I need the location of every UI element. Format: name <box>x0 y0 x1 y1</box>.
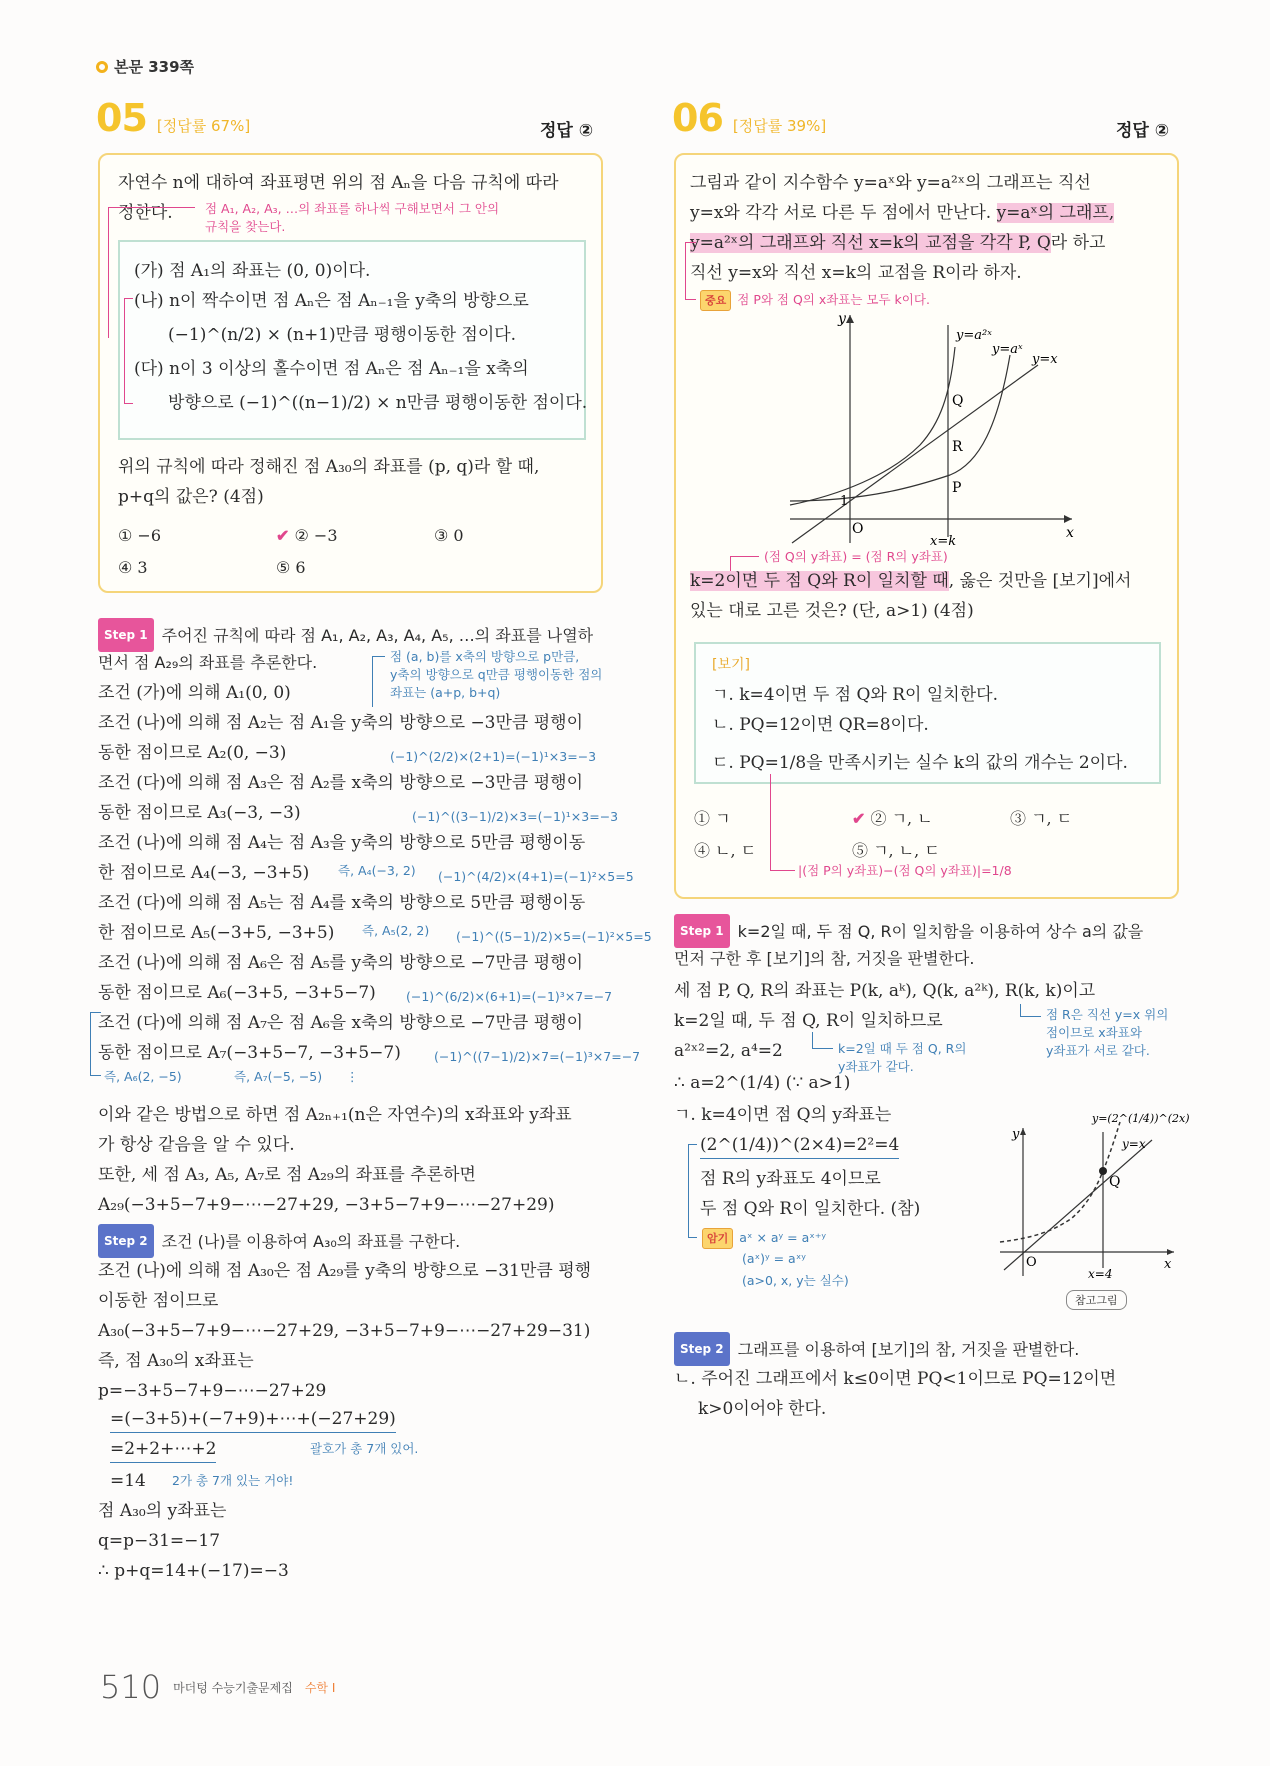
label-R: R <box>952 439 963 455</box>
label-x-axis: x <box>1164 1257 1172 1272</box>
solution-line: 이동한 점이므로 <box>98 1291 219 1311</box>
line-y-eq-x <box>792 365 1038 543</box>
annotation-connector <box>812 1032 833 1049</box>
solution-line: 한 점이므로 A₅(−3+5, −3+5) <box>98 923 335 943</box>
step-title: 그래프를 이용하여 [보기]의 참, 거짓을 판별한다. <box>737 1340 1080 1359</box>
condition-text: 있는 대로 고른 것은? (단, a>1) (4점) <box>690 601 974 621</box>
annotation-note: 2가 총 7개 있는 거야! <box>172 1473 294 1488</box>
annotation-connector <box>1020 1004 1041 1017</box>
calc-note: (−1)^((7−1)/2)×7=(−1)³×7=−7 <box>434 1049 641 1064</box>
solution-line: 동한 점이므로 A₃(−3, −3) <box>98 803 301 823</box>
step-title-cont: 먼저 구한 후 [보기]의 참, 거짓을 판별한다. <box>674 949 975 968</box>
choice-2-label: ② −3 <box>294 526 338 545</box>
q06-header <box>672 96 826 140</box>
correct-rate: [정답률 67%] <box>156 117 251 135</box>
annotation-note: k=2일 때 두 점 Q, R의 <box>838 1041 967 1056</box>
y-axis-arrow-icon <box>1020 1128 1026 1135</box>
q06-step1-title <box>674 914 1143 948</box>
choice-3[interactable]: ③ ㄱ, ㄷ <box>1010 809 1073 828</box>
calc-note: (−1)^((5−1)/2)×5=(−1)²×5=5 <box>456 929 652 944</box>
translation-note: y축의 방향으로 q만큼 평행이동한 점의 <box>390 667 603 682</box>
label-x-axis: x <box>1066 525 1074 541</box>
highlighted-text: y=a²ˣ의 그래프와 직선 x=k의 교점을 각각 P, Q <box>690 233 1051 253</box>
solution-line: k=2일 때, 두 점 Q, R이 일치하므로 <box>674 1011 943 1031</box>
rule-da: (다) n이 3 이상의 홀수이면 점 Aₙ은 점 Aₙ₋₁을 x축의 <box>134 359 529 379</box>
page-reference-text: 본문 339쪽 <box>114 58 195 76</box>
problem-text: 그림과 같이 지수함수 y=aˣ와 y=a²ˣ의 그래프는 직선 <box>690 173 1091 193</box>
bogi-item-na: ㄴ. PQ=12이면 QR=8이다. <box>712 715 929 735</box>
step-badge: Step 2 <box>98 1224 154 1258</box>
curve-a-x <box>790 355 1010 501</box>
choice-4[interactable]: ④ 3 <box>118 558 148 577</box>
annotation-note: 점 R은 직선 y=x 위의 <box>1046 1007 1169 1022</box>
x-axis-arrow-icon <box>1064 515 1072 523</box>
choice-2[interactable] <box>852 806 933 829</box>
solution-line: 한 점이므로 A₄(−3, −3+5) <box>98 863 310 883</box>
book-title: 마더텅 수능기출문제집 <box>173 1680 293 1695</box>
label-y-axis: y <box>838 311 846 327</box>
problem-text <box>690 228 1105 258</box>
checkmark-icon: ✔ <box>276 526 290 545</box>
final-answer-line: ∴ p+q=14+(−17)=−3 <box>98 1561 289 1581</box>
choice-1[interactable]: ① ㄱ <box>694 809 731 828</box>
label-line: y=x <box>1122 1137 1146 1151</box>
question-text: 위의 규칙에 따라 정해진 점 A₃₀의 좌표를 (p, q)라 할 때, <box>118 457 540 477</box>
x-axis-arrow-icon <box>1167 1249 1174 1255</box>
memo-formula: aˣ × aʸ = aˣ⁺ʸ <box>739 1230 827 1245</box>
result-note: 즉, A₅(2, 2) <box>362 923 430 938</box>
solution-line: A₃₀(−3+5−7+9−⋯−27+29, −3+5−7+9−⋯−27+29−31) <box>98 1321 591 1341</box>
reference-caption: 참고그림 <box>1066 1290 1127 1310</box>
annotation-connector <box>688 1144 697 1238</box>
calc-note: (−1)^(4/2)×(4+1)=(−1)²×5=5 <box>438 869 634 884</box>
translation-note: 점 (a, b)를 x축의 방향으로 p만큼, <box>390 649 580 664</box>
question-text: p+q의 값은? (4점) <box>118 487 264 507</box>
rule-na-cont: (−1)^(n/2) × (n+1)만큼 평행이동한 점이다. <box>168 325 517 345</box>
annotation-connector <box>685 242 696 300</box>
choice-1[interactable]: ① −6 <box>118 526 162 545</box>
solution-line: 조건 (다)에 의해 점 A₃은 점 A₂를 x축의 방향으로 −3만큼 평행이 <box>98 773 583 793</box>
solution-line: ㄴ. 주어진 그래프에서 k≤0이면 PQ<1이므로 PQ=12이면 <box>674 1369 1117 1389</box>
step-badge: Step 1 <box>98 618 154 652</box>
solution-line: 조건 (다)에 의해 점 A₅는 점 A₄를 x축의 방향으로 5만큼 평행이동 <box>98 893 586 913</box>
label-curve-ax: y=aˣ <box>992 342 1023 357</box>
important-tag: 중요 <box>700 290 731 311</box>
question-number: 05 <box>96 96 147 140</box>
result-note: 즉, A₆(2, −5) <box>104 1069 182 1084</box>
result-note: 즉, A₇(−5, −5) <box>234 1069 323 1084</box>
solution-line: q=p−31=−17 <box>98 1531 221 1551</box>
calc-note: (−1)^(6/2)×(6+1)=(−1)³×7=−7 <box>406 989 613 1004</box>
point-Q <box>1099 1167 1107 1175</box>
solution-line: 세 점 P, Q, R의 좌표는 P(k, aᵏ), Q(k, a²ᵏ), R(k, k)이고 <box>674 981 1096 1001</box>
choice-5[interactable]: ⑤ ㄱ, ㄴ, ㄷ <box>852 841 940 860</box>
correct-rate: [정답률 39%] <box>732 117 827 135</box>
choice-4[interactable]: ④ ㄴ, ㄷ <box>694 841 757 860</box>
annotation-note: y좌표가 같다. <box>838 1059 914 1074</box>
solution-line: ㄱ. k=4이면 점 Q의 y좌표는 <box>674 1105 892 1125</box>
choice-2[interactable] <box>276 526 338 545</box>
step-title: 조건 (나)를 이용하여 A₃₀의 좌표를 구한다. <box>161 1232 461 1251</box>
problem-text: 직선 y=x와 직선 x=k의 교점을 R이라 하자. <box>690 263 1022 283</box>
condition-text <box>690 566 1131 596</box>
solution-line: A₂₉(−3+5−7+9−⋯−27+29, −3+5−7+9−⋯−27+29) <box>98 1195 555 1215</box>
label-x-eq-4: x=4 <box>1088 1267 1113 1281</box>
bogi-item-ga: ㄱ. k=4이면 두 점 Q와 R이 일치한다. <box>712 685 998 705</box>
bogi-item-da: ㄷ. PQ=1/8을 만족시키는 실수 k의 값의 개수는 2이다. <box>712 753 1128 773</box>
annotation-note: 점 A₁, A₂, A₃, …의 좌표를 하나씩 구해보면서 그 안의 <box>205 201 500 216</box>
solution-line: 동한 점이므로 A₇(−3+5−7, −3+5−7) <box>98 1043 401 1063</box>
solution-line: 점 R의 y좌표도 4이므로 <box>700 1169 881 1189</box>
solution-line: 조건 (가)에 의해 A₁(0, 0) <box>98 683 291 703</box>
rule-da-cont: 방향으로 (−1)^((n−1)/2) × n만큼 평행이동한 점이다. <box>168 393 588 413</box>
solution-line: (2^(1/4))^(2×4)=2²=4 <box>700 1132 899 1159</box>
label-Q: Q <box>952 393 964 409</box>
step-badge: Step 1 <box>674 914 730 948</box>
page-number: 510 <box>100 1668 162 1706</box>
exponential-graph <box>780 305 1080 550</box>
label-P: P <box>952 480 962 496</box>
question-number: 06 <box>672 96 723 140</box>
annotation-note: 점이므로 x좌표와 <box>1046 1025 1142 1040</box>
memo-formula: (a>0, x, y는 실수) <box>742 1273 849 1288</box>
rule-bracket <box>124 298 133 404</box>
solution-line: 또한, 세 점 A₃, A₅, A₇로 점 A₂₉의 좌표를 추론하면 <box>98 1165 476 1185</box>
solution-line: 두 점 Q와 R이 일치한다. (참) <box>700 1199 921 1219</box>
important-note-text: 점 P와 점 Q의 x좌표는 모두 k이다. <box>737 292 930 307</box>
solution-line: 조건 (나)에 의해 점 A₆은 점 A₅를 y축의 방향으로 −7만큼 평행이 <box>98 953 584 973</box>
solution-line: 조건 (나)에 의해 점 A₂는 점 A₁을 y축의 방향으로 −3만큼 평행이 <box>98 713 584 733</box>
annotation-connector <box>770 774 795 871</box>
memo-tag: 암기 <box>702 1228 733 1249</box>
annotation-note: 규칙을 찾는다. <box>205 219 286 234</box>
solution-line: 조건 (다)에 의해 점 A₇은 점 A₆을 x축의 방향으로 −7만큼 평행이 <box>98 1013 583 1033</box>
rule-ga: (가) 점 A₁의 좌표는 (0, 0)이다. <box>134 261 371 281</box>
solution-line: 조건 (나)에 의해 점 A₃₀은 점 A₂₉를 y축의 방향으로 −31만큼 평행 <box>98 1261 592 1281</box>
step-title: k=2일 때, 두 점 Q, R이 일치함을 이용하여 상수 a의 값을 <box>737 922 1144 941</box>
condition-text-part: , 옳은 것만을 [보기]에서 <box>948 571 1132 591</box>
q05-step2-title <box>98 1224 460 1258</box>
label-origin: O <box>1026 1255 1037 1270</box>
solution-line: a²ˣ²=2, a⁴=2 <box>674 1041 783 1061</box>
reference-graph <box>992 1100 1202 1300</box>
subject-label: 수학 I <box>304 1680 336 1695</box>
problem-text: 자연수 n에 대하여 좌표평면 위의 점 Aₙ을 다음 규칙에 따라 <box>118 173 559 193</box>
step-badge: Step 2 <box>674 1332 730 1366</box>
annotation-connector <box>372 656 385 707</box>
annotation-note: |(점 P의 y좌표)−(점 Q의 y좌표)|=1/8 <box>798 863 1012 878</box>
circle-bullet-icon <box>96 61 108 73</box>
annotation-connector <box>90 1012 101 1076</box>
solution-line: 동한 점이므로 A₆(−3+5, −3+5−7) <box>98 983 376 1003</box>
step-title: 주어진 규칙에 따라 점 A₁, A₂, A₃, A₄, A₅, …의 좌표를 나열하 <box>161 626 594 645</box>
label-curve-a2x: y=a²ˣ <box>956 328 992 343</box>
rule-na: (나) n이 짝수이면 점 Aₙ은 점 Aₙ₋₁을 y축의 방향으로 <box>134 291 529 311</box>
solution-line: ∴ a=2^(1/4) (∵ a>1) <box>674 1073 851 1093</box>
memo-formula: (aˣ)ʸ = aˣʸ <box>742 1251 806 1266</box>
solution-line: 동한 점이므로 A₂(0, −3) <box>98 743 287 763</box>
problem-text-part: 라 하고 <box>1050 233 1106 253</box>
label-Q: Q <box>1109 1174 1121 1190</box>
label-one: 1 <box>840 494 849 509</box>
problem-text-part: y=x와 각각 서로 다른 두 점에서 만난다. <box>690 203 992 223</box>
q05-step1-title <box>98 618 593 652</box>
annotation-note: y좌표가 서로 같다. <box>1046 1043 1150 1058</box>
solution-line: 이와 같은 방법으로 하면 점 A₂ₙ₊₁(n은 자연수)의 x좌표와 y좌표 <box>98 1105 572 1125</box>
label-line-yx: y=x <box>1032 352 1058 367</box>
y-axis-arrow-icon <box>846 315 854 323</box>
problem-text <box>690 198 1114 228</box>
calc-note: (−1)^((3−1)/2)×3=(−1)¹×3=−3 <box>412 809 619 824</box>
line-y-eq-x <box>1004 1140 1152 1270</box>
solution-line: =14 <box>110 1471 146 1491</box>
solution-line: 즉, 점 A₃₀의 x좌표는 <box>98 1351 254 1371</box>
highlighted-text: y=aˣ의 그래프, <box>996 203 1115 223</box>
step-title-cont: 면서 점 A₂₉의 좌표를 추론한다. <box>98 653 318 672</box>
q05-header <box>96 96 250 140</box>
calc-note: (−1)^(2/2)×(2+1)=(−1)¹×3=−3 <box>390 749 597 764</box>
label-curve: y=(2^(1/4))^(2x) <box>1092 1112 1190 1125</box>
q06-step2-title <box>674 1332 1079 1366</box>
solution-line: 점 A₃₀의 y좌표는 <box>98 1501 227 1521</box>
solution-line: 가 항상 같음을 알 수 있다. <box>98 1135 295 1155</box>
solution-line: =(−3+5)+(−7+9)+⋯+(−27+29) <box>110 1406 396 1433</box>
page-reference <box>96 56 194 77</box>
memo-note <box>702 1228 826 1249</box>
highlighted-text: k=2이면 두 점 Q와 R이 일치할 때 <box>690 571 949 591</box>
choice-3[interactable]: ③ 0 <box>434 526 464 545</box>
checkmark-icon: ✔ <box>852 809 866 828</box>
label-origin: O <box>852 521 864 537</box>
solution-line: =2+2+⋯+2 <box>110 1436 216 1463</box>
choice-5[interactable]: ⑤ 6 <box>276 558 306 577</box>
annotation-note: (점 Q의 y좌표) = (점 R의 y좌표) <box>764 549 948 564</box>
page-footer <box>100 1668 335 1706</box>
label-y-axis: y <box>1012 1127 1020 1142</box>
answer-label: 정답 ② <box>540 121 594 141</box>
annotation-note: 괄호가 총 7개 있어. <box>310 1441 419 1456</box>
label-x-eq-k: x=k <box>930 534 957 549</box>
problem-text: 정한다. <box>118 203 173 223</box>
solution-line: 조건 (나)에 의해 점 A₄는 점 A₃을 y축의 방향으로 5만큼 평행이동 <box>98 833 586 853</box>
choice-2-label: ② ㄱ, ㄴ <box>870 809 933 828</box>
answer-label: 정답 ② <box>1116 121 1170 141</box>
continuation-dots: ⋮ <box>346 1069 359 1084</box>
solution-line: k>0이어야 한다. <box>698 1399 827 1419</box>
result-note: 즉, A₄(−3, 2) <box>338 863 416 878</box>
solution-line: p=−3+5−7+9−⋯−27+29 <box>98 1381 327 1401</box>
bogi-title: [보기] <box>712 657 750 673</box>
translation-note: 좌표는 (a+p, b+q) <box>390 685 501 700</box>
